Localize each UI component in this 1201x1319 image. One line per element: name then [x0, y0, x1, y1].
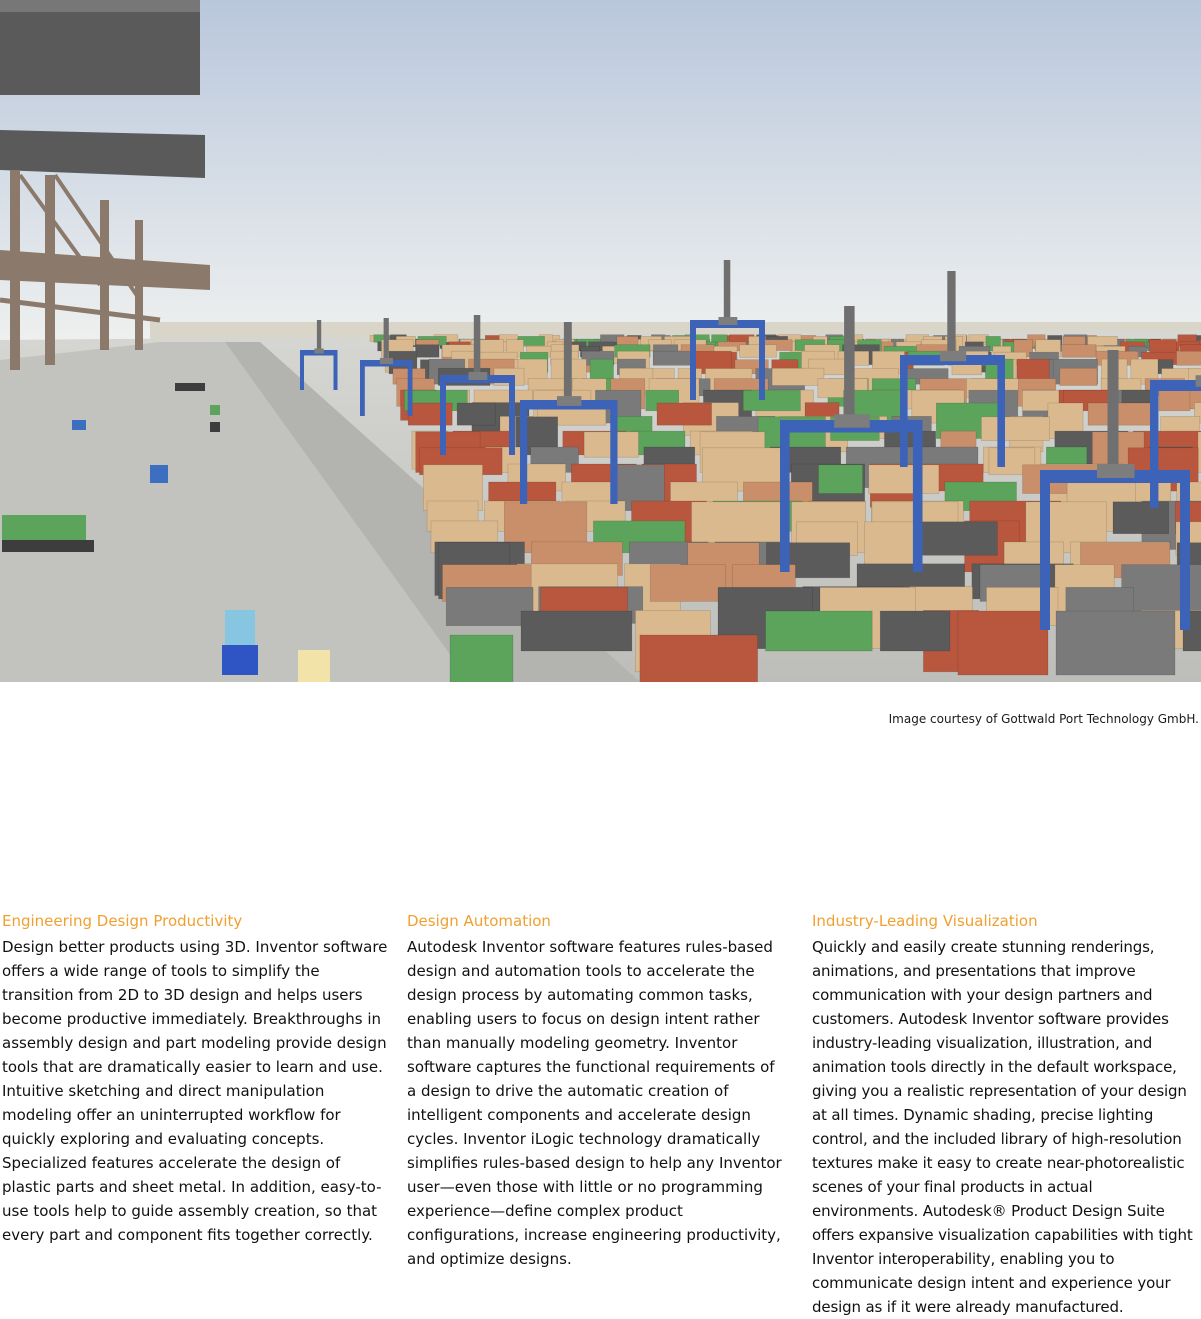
section-engineering-design-productivity	[2, 910, 392, 1247]
container-box	[1178, 335, 1197, 343]
container-box	[617, 336, 638, 345]
section-body: Design better products using 3D. Inventor software offers a wide range of tools to simplify the transition from 2D to 3D design and helps users become productive immediately. Breakthroughs in assembly design and part modeling provide design tools that are dramatically easier to learn and use. Intuitive sketching and direct manipulation modeling offer an uninterrupted workflow for quickly exploring and evaluating concepts. Specialized features accelerate the design of plastic parts and sheet metal. In addition, easy-to-use tools help to guide assembly creation, so that every part and component fits together correctly.	[2, 935, 392, 1247]
container-box	[772, 368, 824, 385]
container-box	[818, 465, 862, 494]
container-box	[640, 635, 758, 682]
section-design-automation	[407, 910, 787, 1271]
container-box	[1062, 345, 1096, 358]
container-box	[740, 345, 777, 358]
container-box	[880, 611, 950, 651]
container-box	[712, 335, 728, 343]
section-heading: Engineering Design Productivity	[2, 910, 392, 932]
container-box	[969, 335, 989, 343]
container-box	[981, 417, 1049, 441]
container-box	[446, 587, 533, 625]
container-box	[416, 345, 440, 358]
section-body: Quickly and easily create stunning renderings, animations, and presentations that improve communication with your design partners and customers. Autodesk Inventor software provides industry-leading visualization, illustration, and animation tools directly in the default workspace, giving you a realistic representation of your design at all times. Dynamic shading, precise lighting control, and the included library of high-resolution textures make it easy to create near-photorealistic scenes of your final products in actual environments. Autodesk® Product Design Suite offers expansive visualization capabilities with tight Inventor interoperability, enabling you to communicate design intent and experience your design as if it were already manufactured.	[812, 935, 1201, 1319]
container-box	[1060, 368, 1097, 385]
container-box	[450, 635, 513, 682]
container-box	[521, 611, 632, 651]
section-heading: Industry-Leading Visualization	[812, 910, 1201, 932]
container-box	[657, 403, 712, 425]
section-body: Autodesk Inventor software features rules-based design and automation tools to accelerate the design process by automating common tasks, enabling users to focus on design intent rather than manually modeling geometry. Inventor software captures the functional requirements of a design to drive the automatic creation of intelligent components and accelerate design cycles. Inventor iLogic technology dramatically simplifies rules-based design to help any Inventor user—even those with little or no programming experience—define complex product configurations, increase engineering productivity, and optimize designs.	[407, 935, 787, 1271]
container-box	[1113, 502, 1169, 534]
container-box	[766, 611, 873, 651]
container-box	[653, 351, 691, 365]
container-box	[958, 611, 1048, 675]
container-box	[650, 565, 725, 602]
container-box	[743, 390, 800, 411]
section-industry-leading-visualization	[812, 910, 1201, 1319]
container-box	[1177, 351, 1201, 365]
container-box	[1056, 611, 1175, 675]
container-box	[922, 522, 998, 556]
container-box	[869, 465, 939, 494]
image-credit: Image courtesy of Gottwald Port Technology GmbH.	[889, 712, 1199, 726]
container-box	[1088, 336, 1118, 345]
container-box	[1159, 390, 1190, 411]
container-box	[457, 403, 495, 425]
section-heading: Design Automation	[407, 910, 787, 932]
container-box	[1088, 403, 1156, 425]
